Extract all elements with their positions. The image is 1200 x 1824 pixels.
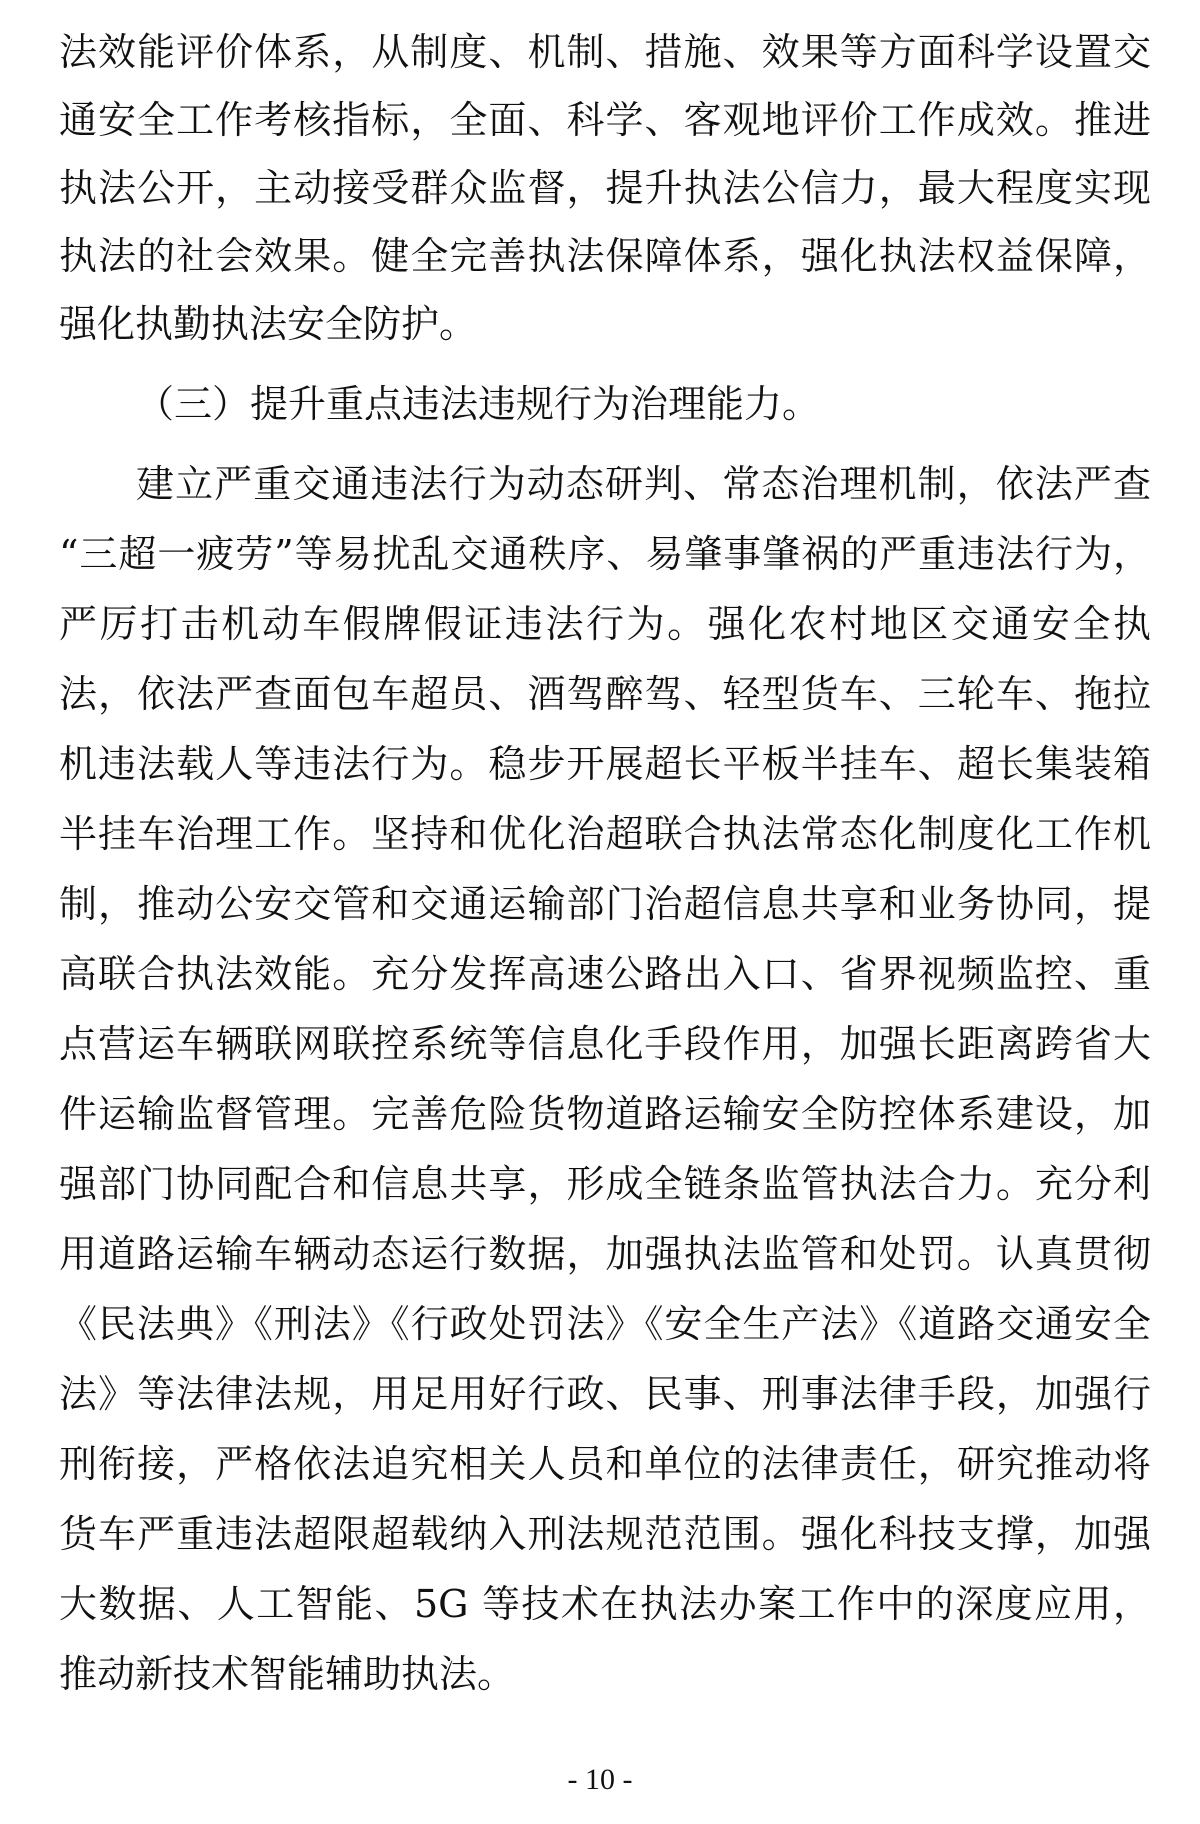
paragraph-line: 点营运车辆联网联控系统等信息化手段作用，加强长距离跨省大 bbox=[59, 1022, 1151, 1066]
paragraph-line: 强部门协同配合和信息共享，形成全链条监管执法合力。充分利 bbox=[59, 1162, 1151, 1206]
paragraph-line: 法》等法律法规，用足用好行政、民事、刑事法律手段，加强行 bbox=[59, 1372, 1151, 1416]
paragraph-line: 高联合执法效能。充分发挥高速公路出入口、省界视频监控、重 bbox=[59, 952, 1151, 996]
paragraph-line: 制，推动公安交管和交通运输部门治超信息共享和业务协同，提 bbox=[59, 882, 1151, 926]
paragraph-line: 法效能评价体系，从制度、机制、措施、效果等方面科学设置交 bbox=[59, 30, 1151, 74]
paragraph-line: 《民法典》《刑法》《行政处罚法》《安全生产法》《道路交通安全 bbox=[59, 1302, 1151, 1346]
paragraph-line: 执法公开，主动接受群众监督，提升执法公信力，最大程度实现 bbox=[59, 166, 1151, 210]
paragraph-line: 严厉打击机动车假牌假证违法行为。强化农村地区交通安全执 bbox=[59, 602, 1151, 646]
paragraph-line: 强化执勤执法安全防护。 bbox=[59, 302, 478, 346]
paragraph-line: 货车严重违法超限超载纳入刑法规范范围。强化科技支撑，加强 bbox=[59, 1512, 1151, 1556]
paragraph-line: 通安全工作考核指标，全面、科学、客观地评价工作成效。推进 bbox=[59, 98, 1151, 142]
paragraph-line: 半挂车治理工作。坚持和优化治超联合执法常态化制度化工作机 bbox=[59, 812, 1151, 856]
paragraph-line: 刑衔接，严格依法追究相关人员和单位的法律责任，研究推动将 bbox=[59, 1442, 1151, 1486]
paragraph-line: 件运输监督管理。完善危险货物道路运输安全防控体系建设，加 bbox=[59, 1092, 1151, 1136]
paragraph-line: 建立严重交通违法行为动态研判、常态治理机制，依法严查 bbox=[136, 462, 1151, 506]
paragraph-line: 推动新技术智能辅助执法。 bbox=[59, 1652, 516, 1696]
paragraph-line: 法，依法严查面包车超员、酒驾醉驾、轻型货车、三轮车、拖拉 bbox=[59, 672, 1151, 716]
paragraph-line: 大数据、人工智能、5G 等技术在执法办案工作中的深度应用， bbox=[59, 1582, 1151, 1626]
paragraph-line: 用道路运输车辆动态运行数据，加强执法监管和处罚。认真贯彻 bbox=[59, 1232, 1151, 1276]
paragraph-line: 机违法载人等违法行为。稳步开展超长平板半挂车、超长集装箱 bbox=[59, 742, 1151, 786]
page-number: - 10 - bbox=[567, 1763, 633, 1796]
paragraph-line: 执法的社会效果。健全完善执法保障体系，强化执法权益保障， bbox=[59, 234, 1151, 278]
paragraph-line: “三超一疲劳”等易扰乱交通秩序、易肇事肇祸的严重违法行为， bbox=[59, 532, 1151, 576]
section-heading: （三）提升重点违法违规行为治理能力。 bbox=[136, 382, 821, 426]
